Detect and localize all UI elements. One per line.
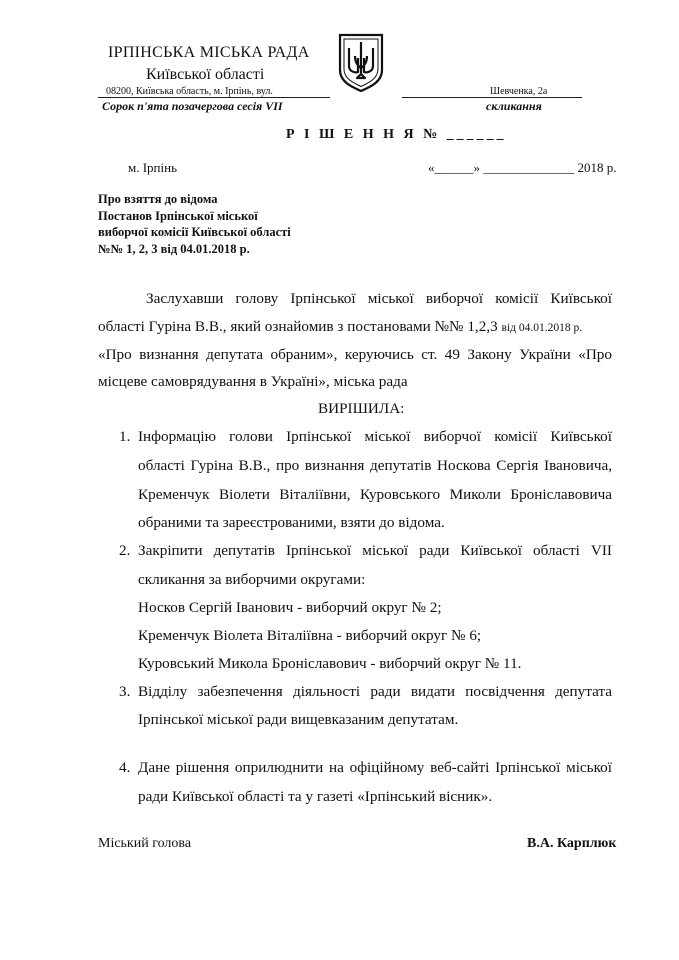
preamble-line (98, 318, 582, 336)
item-line: Закріпити депутатів Ірпінської міської ради Київської області VII (138, 542, 612, 559)
item-line: обраними та зареєстрованими, взяти до відома. (138, 514, 445, 531)
subject-line: №№ 1, 2, 3 від 04.01.2018 р. (98, 241, 250, 256)
decision-city: м. Ірпінь (128, 160, 178, 175)
item-number: 1. (119, 428, 131, 445)
item-number: 3. (119, 683, 131, 700)
item-line: Відділу забезпечення діяльності ради видати посвідчення депутата (138, 683, 612, 700)
item-line: ради Київської області та у газеті «Ірпінський вісник». (138, 788, 493, 805)
preamble-text: області Гуріна В.В., який ознайомив з постановами №№ 1,2,3 (98, 318, 502, 335)
item-number: 4. (119, 759, 131, 776)
item-line: Куровський Микола Броніславович - виборчий округ № 11. (138, 655, 522, 672)
address-left: 08200, Київська область, м. Ірпінь, вул. (106, 86, 273, 97)
trident-coat-of-arms-icon (336, 32, 386, 92)
header-rule-left (98, 97, 330, 98)
subject-line: виборчої комісії Київської області (98, 225, 291, 239)
subject-line: Постанов Ірпінської міської (98, 208, 258, 223)
decision-title: Р І Ш Е Н Н Я № ______ (286, 127, 507, 142)
item-line: Носков Сергій Іванович - виборчий округ № 2; (138, 599, 442, 616)
preamble-line: місцеве самоврядування в Україні», міська рада (98, 373, 408, 390)
council-oblast: Київської області (146, 66, 265, 83)
resolved-heading: ВИРІШИЛА: (318, 400, 405, 417)
signer-name: В.А. Карплюк (527, 836, 617, 851)
council-name: ІРПІНСЬКА МІСЬКА РАДА (108, 44, 310, 61)
session-label-right: скликання (486, 99, 542, 113)
signer-position: Міський голова (98, 836, 192, 851)
item-line: Кременчук Віолета Віталіївна - виборчий округ № 6; (138, 627, 482, 644)
item-line: Кременчук Віолети Віталіївни, Куровського Миколи Броніславовича (138, 486, 612, 503)
item-line: Дане рішення оприлюднити на офіційному веб-сайті Ірпінської міської (138, 759, 612, 776)
address-right: Шевченка, 2а (490, 86, 548, 97)
header-rule-right (402, 97, 582, 98)
decision-date: «______» ______________ 2018 р. (428, 160, 617, 175)
preamble-line: Заслухавши голову Ірпінської міської виборчої комісії Київської (146, 290, 612, 307)
item-line: скликання за виборчими округами: (138, 571, 366, 588)
preamble-line: «Про визнання депутата обраним», керуючись ст. 49 Закону України «Про (98, 346, 612, 363)
preamble-date: від 04.01.2018 р. (501, 322, 583, 334)
session-label-left: Сорок п'ята позачергова сесія VII (102, 99, 283, 113)
decision-subject (98, 191, 358, 257)
item-line: Ірпінської міської ради вищевказаним депутатам. (138, 711, 459, 728)
item-line: Інформацію голови Ірпінської міської виборчої комісії Київської (138, 428, 612, 445)
item-line: області Гуріна В.В., про визнання депутатів Носкова Сергія Івановича, (138, 457, 612, 474)
subject-line: Про взяття до відома (98, 192, 218, 206)
item-number: 2. (119, 542, 131, 559)
